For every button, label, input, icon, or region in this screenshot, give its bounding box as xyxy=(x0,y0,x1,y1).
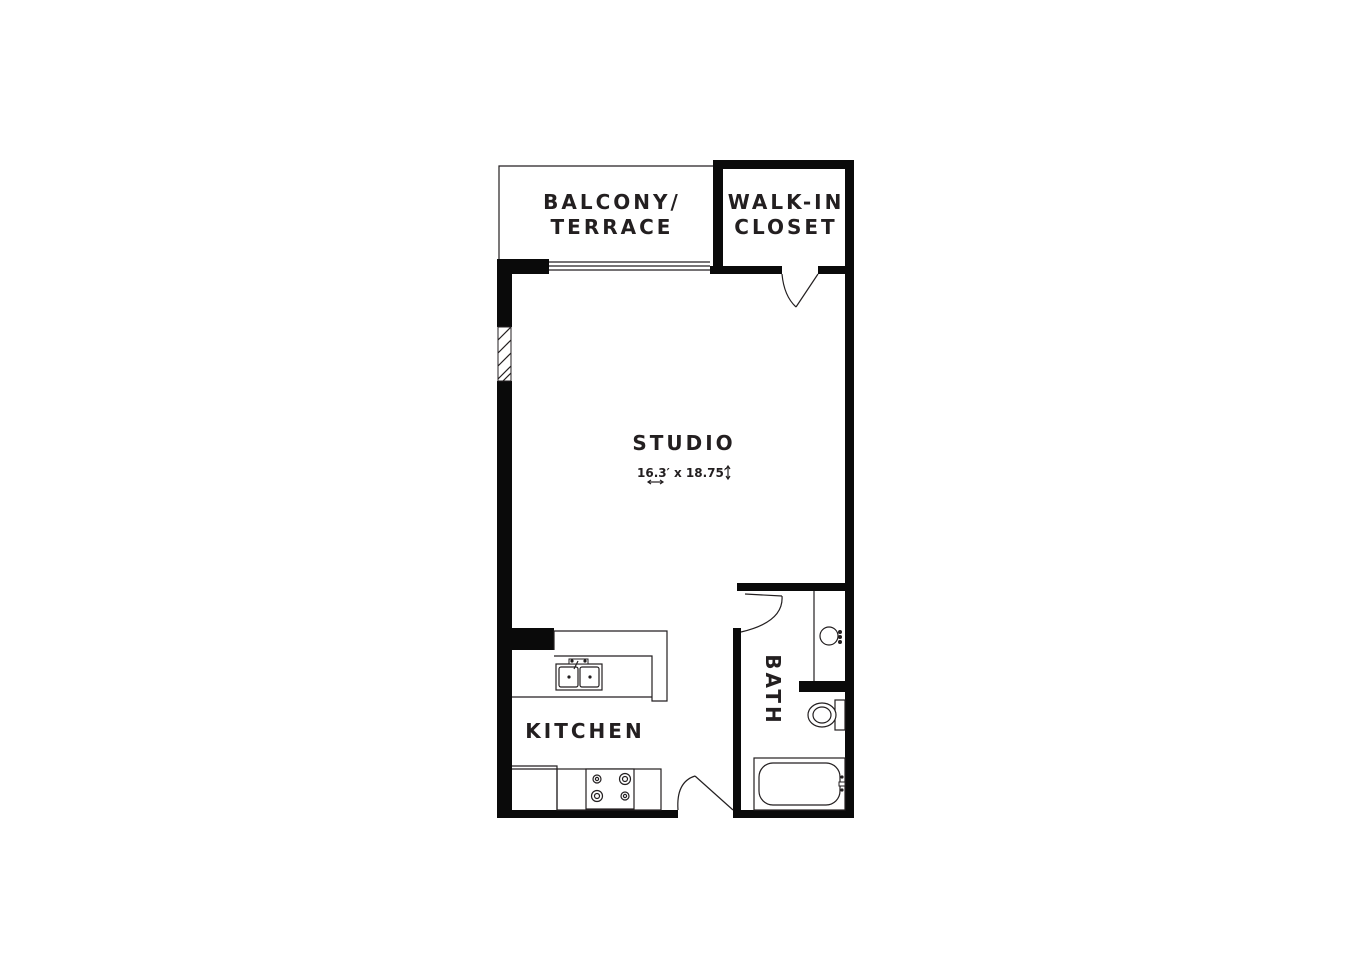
balcony xyxy=(499,166,713,262)
sliding-door xyxy=(549,262,710,270)
kitchen-sink-icon xyxy=(556,659,602,690)
toilet-icon xyxy=(808,700,845,730)
width-dimension-icon xyxy=(648,480,663,484)
bath-sink-icon xyxy=(820,627,842,645)
closet-label-line2: CLOSET xyxy=(734,215,838,239)
balcony-label-line2: TERRACE xyxy=(550,215,674,239)
kitchen-label: KITCHEN xyxy=(525,719,645,743)
window xyxy=(498,327,511,381)
closet-label-line1: WALK-IN xyxy=(727,190,845,214)
stove-icon xyxy=(586,769,634,809)
studio-dimensions: 16.3′ x 18.75′ xyxy=(637,466,727,480)
bath-door xyxy=(741,594,782,632)
studio-label: STUDIO xyxy=(632,431,736,455)
bath-label: BATH xyxy=(761,654,785,726)
balcony-label-line1: BALCONY/ xyxy=(543,190,681,214)
bathtub-icon xyxy=(754,758,845,810)
entry-door xyxy=(678,776,733,810)
closet-door xyxy=(782,274,818,307)
